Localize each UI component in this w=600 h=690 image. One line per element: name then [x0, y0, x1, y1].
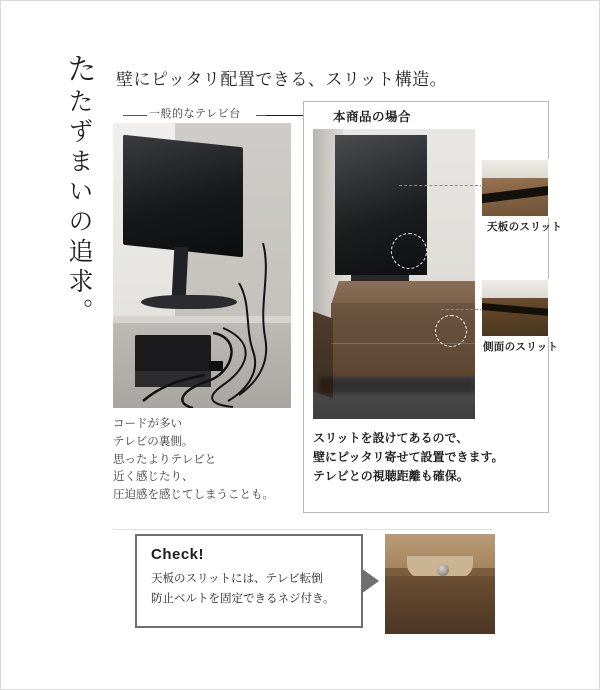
- product-photo-floor-shadow: [319, 377, 475, 393]
- product-photo: [313, 129, 475, 419]
- left-caption-line-2: テレビの裏側。: [113, 435, 194, 448]
- product-panel-caption: [313, 429, 504, 487]
- page-title-rest: たずまいの追求。: [65, 88, 92, 328]
- detail-label-top-slit: 天板のスリット: [487, 221, 563, 233]
- left-caption-line-5: 圧迫感を感じてしまうことも。: [113, 489, 274, 502]
- left-caption-line-1: コードが多い: [113, 418, 182, 430]
- panel-caption-line-2: 壁にピッタリ寄せて設置できます。: [313, 450, 504, 465]
- detail-photo-top-slit: [481, 159, 549, 217]
- check-title: Check!: [151, 546, 205, 563]
- headline: 壁にピッタリ配置できる、スリット構造。: [116, 70, 448, 89]
- check-text: [151, 570, 335, 609]
- check-photo-front-face: [385, 576, 495, 634]
- detail-label-side-slit: 側面のスリット: [483, 341, 559, 353]
- marker-side-slit: [435, 315, 467, 347]
- left-caption-line-3: 思ったよりテレビと: [113, 453, 217, 466]
- check-photo-screw: [437, 564, 449, 576]
- panel-caption-line-3: テレビとの視聴距離も確保。: [313, 469, 469, 484]
- product-photo-cabinet-top: [331, 281, 475, 305]
- left-photo-caption: [113, 416, 274, 505]
- leader-line-top-slit: [399, 185, 483, 186]
- leader-line-side-slit: [441, 309, 483, 310]
- left-caption-line-4: 近く感じたり、: [113, 471, 194, 484]
- check-text-line-2: 防止ベルトを固定できるネジ付き。: [151, 592, 335, 605]
- page-title-first-char: た: [62, 53, 95, 88]
- product-panel-heading: 本商品の場合: [333, 110, 412, 124]
- left-photo-label: 一般的なテレビ台: [149, 108, 241, 120]
- detail-photo-side-slit-wall: [482, 280, 548, 298]
- detail-photo-top-slit-wall: [482, 160, 548, 178]
- check-text-line-1: 天板のスリットには、テレビ転倒: [151, 573, 323, 585]
- check-section: [113, 534, 493, 644]
- page-title: [53, 53, 97, 343]
- left-label-rule-left: [123, 115, 147, 116]
- left-photo-general-tv-stand: [113, 123, 291, 408]
- left-photo-cables: [113, 123, 291, 408]
- section-divider: [113, 529, 493, 530]
- marker-top-slit: [391, 233, 427, 269]
- check-photo-screw-detail: [385, 534, 495, 634]
- panel-caption-line-1: スリットを設けてあるので、: [313, 431, 469, 445]
- detail-photo-side-slit: [481, 279, 549, 337]
- check-arrow-icon: [361, 568, 379, 594]
